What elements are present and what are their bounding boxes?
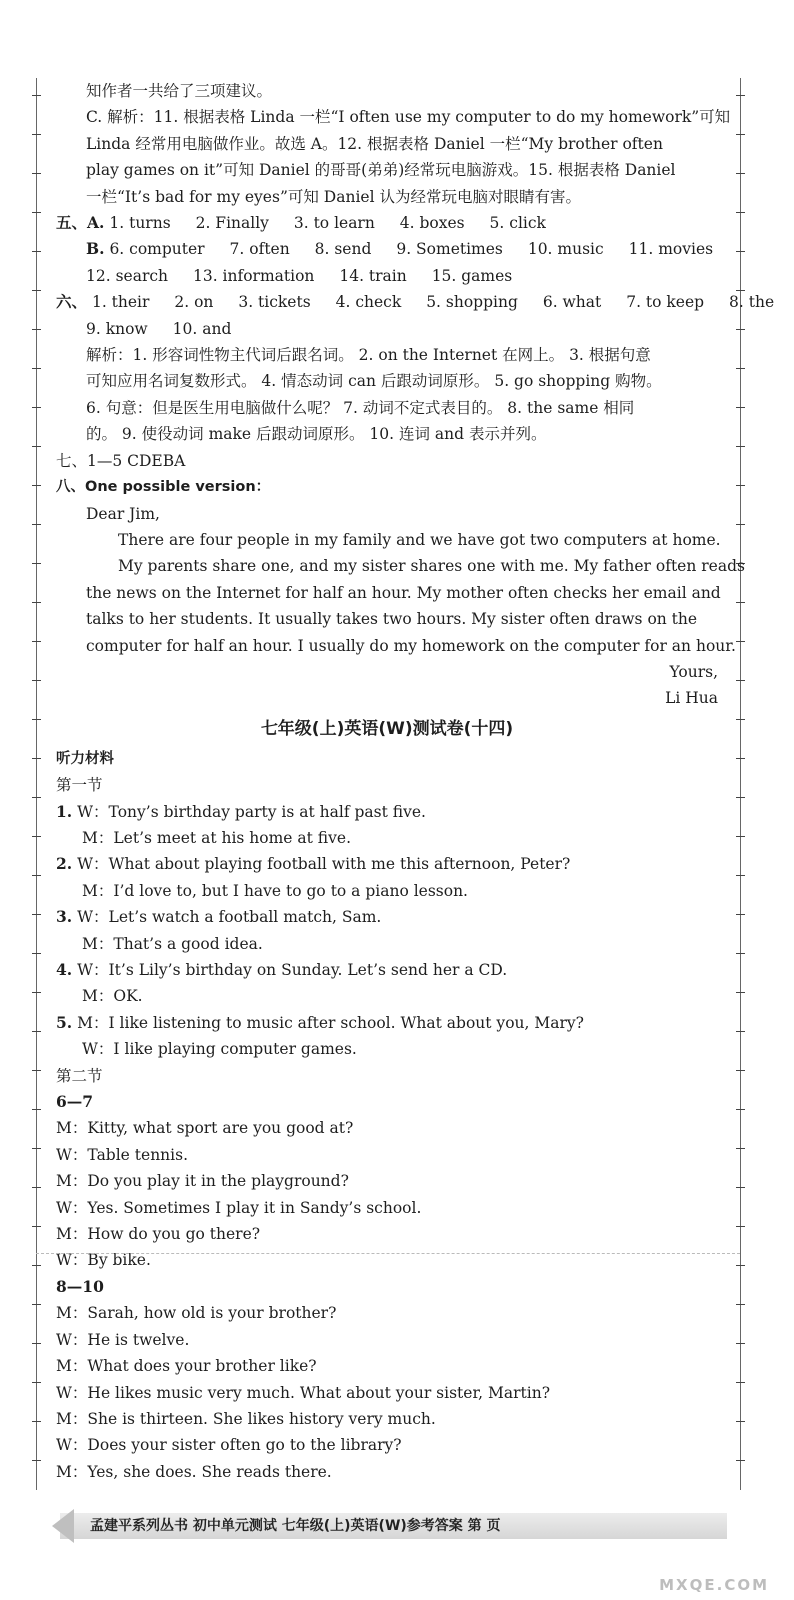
margin-tick: [736, 524, 745, 525]
letter-greeting: Dear Jim,: [86, 504, 160, 523]
dialogue-line: M：I’d love to, but I have to go to a piano lesson.: [82, 881, 468, 900]
margin-tick: [32, 446, 41, 447]
margin-tick: [32, 641, 41, 642]
margin-tick: [32, 1187, 41, 1188]
letter-paragraph: [56, 553, 745, 659]
dialogue-1: [56, 799, 718, 852]
dialogue-3: [56, 904, 718, 957]
answer-item: 7. often: [229, 240, 290, 259]
margin-tick: [32, 290, 41, 291]
margin-tick: [32, 758, 41, 759]
part8-heading: 八、One possible version：: [56, 479, 271, 496]
margin-tick: [32, 485, 41, 486]
answer-item: 7. to keep: [626, 293, 705, 312]
margin-tick: [736, 1382, 745, 1383]
analysis-line: 6. 句意：但是医生用电脑做什么呢？ 7. 动词不定式表目的。 8. the same 相同: [86, 398, 635, 417]
margin-tick: [736, 1109, 745, 1110]
margin-tick: [736, 875, 745, 876]
margin-tick: [736, 758, 745, 759]
part7-answer: 七、1—5 CDEBA: [56, 451, 186, 470]
dialogue-line: M：That’s a good idea.: [82, 934, 263, 953]
section-heading: 第一节: [56, 776, 103, 795]
letter-line: talks to her students. It usually takes two hours. My sister often draws on the: [86, 610, 698, 629]
page-footer: [60, 1505, 727, 1545]
margin-tick: [32, 251, 41, 252]
margin-tick: [736, 797, 745, 798]
margin-tick: [736, 836, 745, 837]
part5-b-row: [56, 236, 718, 262]
part6-row2: [56, 316, 718, 342]
margin-tick: [736, 485, 745, 486]
answer-item: 5. click: [489, 214, 546, 233]
c-analysis-line: C. 解析：11. 根据表格 Linda 一栏“I often use my computer to do my homework”可知: [86, 108, 731, 127]
dialogue-8-10: [56, 1300, 718, 1485]
margin-tick: [32, 1343, 41, 1344]
test-title: 七年级(上)英语(W)测试卷(十四): [260, 718, 514, 739]
margin-tick: [32, 1226, 41, 1227]
dialogue-line: W：Table tennis.: [56, 1145, 188, 1164]
margin-tick: [32, 1304, 41, 1305]
question-group: 6—7: [56, 1092, 94, 1112]
part6-prefix: 六、: [56, 292, 88, 312]
analysis-line: 可知应用名词复数形式。 4. 情态动词 can 后跟动词原形。 5. go shopping 购物。: [86, 372, 662, 391]
margin-tick: [32, 875, 41, 876]
margin-tick: [736, 641, 745, 642]
margin-tick: [32, 407, 41, 408]
answer-item: 9. Sometimes: [396, 240, 503, 259]
answer-item: 4. check: [335, 293, 402, 312]
answer-item: 6. what: [542, 293, 602, 312]
answer-item: 5. shopping: [426, 293, 518, 312]
dialogue-4: [56, 957, 718, 1010]
dialogue-line: W：Let’s watch a football match, Sam.: [77, 908, 382, 927]
margin-tick: [736, 1460, 745, 1461]
answer-item: 1. their: [91, 293, 150, 312]
margin-tick: [736, 212, 745, 213]
dialogue-line: W：What about playing football with me this afternoon, Peter?: [77, 855, 571, 874]
margin-tick: [736, 680, 745, 681]
letter-signature: Li Hua: [665, 689, 718, 708]
analysis-line: 解析：1. 形容词性物主代词后跟名词。 2. on the Internet 在网上。 3. 根据句意: [86, 346, 651, 365]
margin-tick: [736, 1070, 745, 1071]
c-analysis-line: Linda 经常用电脑做作业。故选 A。12. 根据表格 Daniel 一栏“My brother often: [86, 134, 663, 153]
margin-tick: [32, 173, 41, 174]
dialogue-number: 5.: [56, 1012, 73, 1032]
answer-item: 14. train: [339, 266, 407, 285]
margin-tick: [736, 251, 745, 252]
margin-tick: [32, 524, 41, 525]
fold-line: [36, 1253, 740, 1254]
answer-item: 1. turns: [109, 214, 171, 233]
margin-tick: [32, 1460, 41, 1461]
listening-heading: 听力材料: [56, 750, 114, 767]
dialogue-line: M：OK.: [82, 987, 143, 1006]
dialogue-line: M：Yes, she does. She reads there.: [56, 1462, 332, 1481]
letter-paragraph: There are four people in my family and we have got two computers at home.: [118, 530, 721, 549]
dialogue-line: M：I like listening to music after school. What about you, Mary?: [77, 1013, 584, 1032]
dialogue-line: M：She is thirteen. She likes history very much.: [56, 1409, 436, 1428]
margin-tick: [736, 446, 745, 447]
margin-tick: [32, 1382, 41, 1383]
answer-item: 13. information: [192, 266, 315, 285]
c-analysis: [56, 104, 731, 210]
margin-tick: [736, 1148, 745, 1149]
letter-line: the news on the Internet for half an hour. My mother often checks her email and: [86, 583, 721, 602]
answer-item: 3. to learn: [293, 214, 375, 233]
margin-tick: [32, 953, 41, 954]
margin-tick: [32, 1148, 41, 1149]
dialogue-line: W：It’s Lily’s birthday on Sunday. Let’s send her a CD.: [77, 961, 508, 979]
part5-b-row2: [56, 263, 718, 289]
dialogue-number: 4.: [56, 960, 73, 979]
margin-tick: [736, 407, 745, 408]
dialogue-line: M：How do you go there?: [56, 1225, 261, 1244]
prev-answer-line: 知作者一共给了三项建议。: [86, 82, 273, 100]
footer-arrow-icon: [52, 1509, 74, 1543]
margin-tick: [736, 992, 745, 993]
margin-tick: [32, 368, 41, 369]
answer-item: 4. boxes: [399, 214, 465, 233]
margin-tick: [32, 719, 41, 720]
answer-item: 15. games: [431, 266, 513, 285]
margin-tick: [736, 134, 745, 135]
margin-tick: [736, 1226, 745, 1227]
dialogue-line: M：Kitty, what sport are you good at?: [56, 1119, 354, 1138]
margin-tick: [32, 602, 41, 603]
answer-item: 12. search: [86, 266, 169, 285]
analysis-line: 的。 9. 使役动词 make 后跟动词原形。 10. 连词 and 表示并列。: [86, 425, 547, 444]
dialogue-5: [56, 1010, 718, 1063]
margin-tick: [32, 680, 41, 681]
margin-tick: [736, 1421, 745, 1422]
footer-text: [90, 1513, 501, 1539]
margin-tick: [32, 1109, 41, 1110]
margin-tick: [736, 1031, 745, 1032]
dialogue-2: [56, 851, 718, 904]
margin-tick: [736, 329, 745, 330]
answer-item: 2. on: [174, 293, 214, 312]
answer-document: [56, 78, 775, 1485]
dialogue-line: W：I like playing computer games.: [82, 1040, 357, 1059]
part5-a-row: [56, 210, 718, 236]
dialogue-line: M：What does your brother like?: [56, 1357, 317, 1376]
margin-tick: [736, 719, 745, 720]
section-heading: 第二节: [56, 1066, 103, 1085]
dialogue-number: 3.: [56, 907, 73, 927]
margin-tick: [736, 914, 745, 915]
dialogue-number: 1.: [56, 801, 73, 821]
dialogue-line: M：Do you play it in the playground?: [56, 1172, 349, 1191]
letter-line: My parents share one, and my sister shares one with me. My father often reads: [118, 557, 745, 576]
answer-item: 2. Finally: [195, 214, 269, 233]
margin-tick: [32, 1265, 41, 1266]
dialogue-6-7: [56, 1115, 718, 1273]
margin-tick: [736, 368, 745, 369]
part6-row: [56, 289, 775, 315]
dialogue-line: W：Does your sister often go to the library?: [56, 1436, 402, 1455]
footer-series: 孟建平系列丛书 初中单元测试 七年级(上)英语(W)参考答案 第: [90, 1518, 482, 1534]
dialogue-number: 2.: [56, 854, 73, 874]
watermark-logo: MXQE.COM: [659, 1576, 769, 1594]
margin-tick: [32, 797, 41, 798]
part5-b-prefix: B.: [86, 239, 105, 259]
dialogue-line: W：Tony’s birthday party is at half past five.: [77, 802, 426, 821]
answer-item: 11. movies: [628, 240, 714, 259]
letter-line: computer for half an hour. I usually do my homework on the computer for an hour.: [86, 636, 736, 655]
margin-tick: [736, 1265, 745, 1266]
answer-item: 6. computer: [109, 240, 205, 259]
margin-tick: [32, 134, 41, 135]
margin-tick: [32, 329, 41, 330]
c-analysis-line: play games on it”可知 Daniel 的哥哥(弟弟)经常玩电脑游戏。15. 根据表格 Daniel: [86, 161, 676, 180]
margin-tick: [32, 836, 41, 837]
margin-tick: [736, 1187, 745, 1188]
margin-tick: [736, 602, 745, 603]
part6-analysis: [56, 342, 718, 448]
margin-tick: [736, 1304, 745, 1305]
margin-tick: [736, 95, 745, 96]
c-analysis-line: 一栏“It’s bad for my eyes”可知 Daniel 认为经常玩电脑对眼睛有害。: [86, 187, 581, 206]
footer-page-suffix: 页: [486, 1518, 501, 1534]
part5-a-prefix: 五、A.: [56, 213, 105, 233]
answer-item: 9. know: [86, 319, 148, 338]
margin-tick: [32, 1031, 41, 1032]
dialogue-line: W：By bike.: [56, 1251, 151, 1270]
letter-closing: Yours,: [669, 662, 718, 681]
dialogue-line: W：He is twelve.: [56, 1330, 190, 1349]
margin-tick: [32, 914, 41, 915]
dialogue-line: W：Yes. Sometimes I play it in Sandy’s school.: [56, 1198, 422, 1217]
answer-item: 10. music: [527, 240, 604, 259]
answer-item: 8. the: [729, 293, 775, 312]
answer-item: 8. send: [314, 240, 372, 259]
margin-tick: [32, 95, 41, 96]
margin-tick: [32, 1421, 41, 1422]
answer-item: 3. tickets: [238, 293, 311, 312]
margin-tick: [736, 1343, 745, 1344]
dialogue-line: M：Let’s meet at his home at five.: [82, 828, 351, 847]
margin-tick: [32, 1070, 41, 1071]
margin-tick: [736, 953, 745, 954]
dialogue-line: W：He likes music very much. What about your sister, Martin?: [56, 1383, 551, 1402]
margin-tick: [32, 212, 41, 213]
dialogue-line: M：Sarah, how old is your brother?: [56, 1304, 337, 1323]
answer-item: 10. and: [172, 319, 232, 338]
margin-tick: [32, 992, 41, 993]
margin-tick: [32, 563, 41, 564]
margin-tick: [736, 173, 745, 174]
question-group: 8—10: [56, 1276, 104, 1296]
